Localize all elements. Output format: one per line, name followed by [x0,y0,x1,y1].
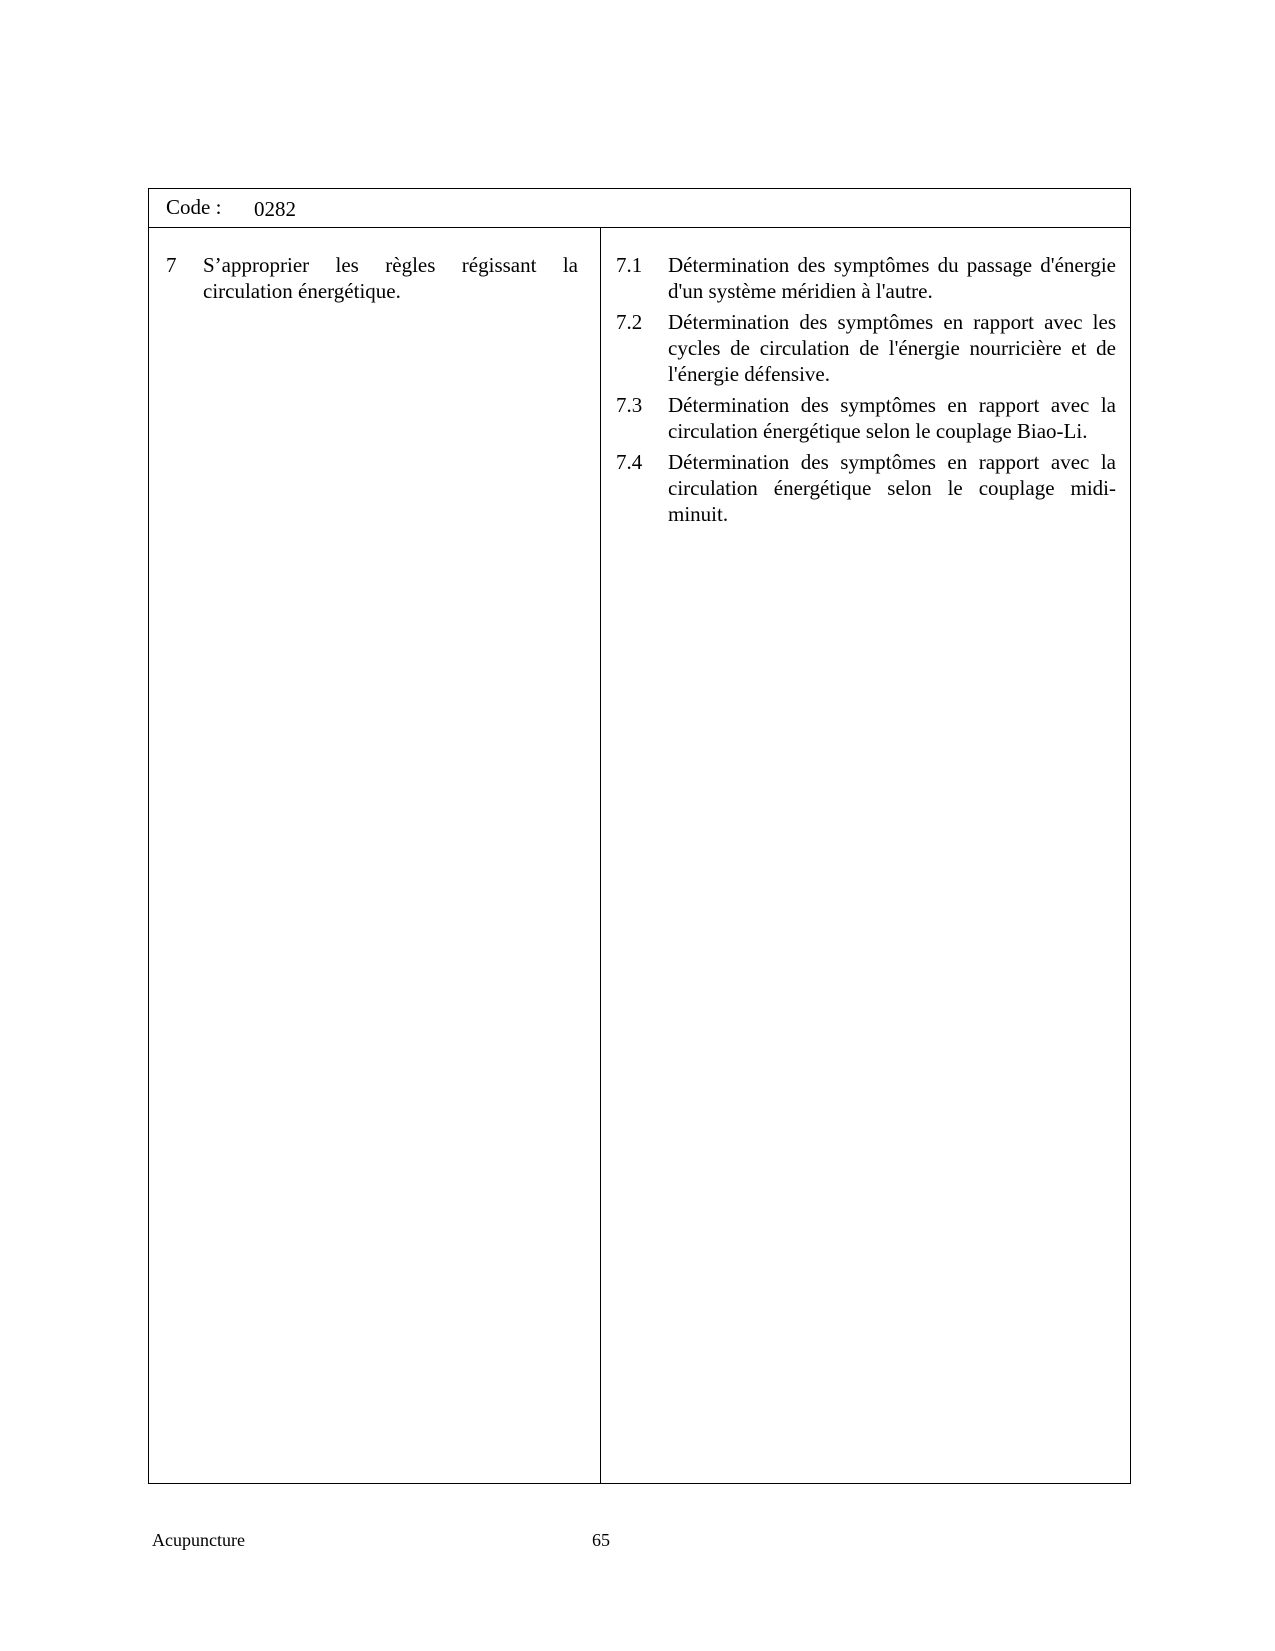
objective-column [166,252,578,304]
criterion-number: 7.2 [616,310,643,334]
criterion-number: 7.4 [616,450,643,474]
competency-table [148,188,1131,1484]
code-row [149,189,1130,228]
objective-text: S’approprier les règles régissant la circulation énergétique. [203,253,578,303]
code-value: 0282 [254,197,296,221]
page-footer [152,1530,610,1551]
criterion-item [616,309,1116,387]
page-number: 65 [592,1530,610,1550]
footer-title: Acupuncture [152,1530,245,1550]
criterion-text: Détermination des symptômes en rapport avec la circulation énergétique selon le couplage midi-minuit. [668,450,1116,526]
code-label: Code : [166,195,222,219]
criteria-column [616,252,1116,532]
criterion-item [616,392,1116,444]
criterion-item [616,252,1116,304]
objective-number: 7 [166,253,177,277]
criterion-number: 7.3 [616,393,643,417]
criterion-text: Détermination des symptômes du passage d'énergie d'un système méridien à l'autre. [668,253,1116,303]
column-divider [600,228,601,1483]
criterion-text: Détermination des symptômes en rapport avec les cycles de circulation de l'énergie nourricière et de l'énergie défensive. [668,310,1116,386]
criterion-number: 7.1 [616,253,643,277]
criterion-text: Détermination des symptômes en rapport avec la circulation énergétique selon le couplage Biao-Li. [668,393,1116,443]
objective-item [166,252,578,304]
criterion-item [616,449,1116,527]
